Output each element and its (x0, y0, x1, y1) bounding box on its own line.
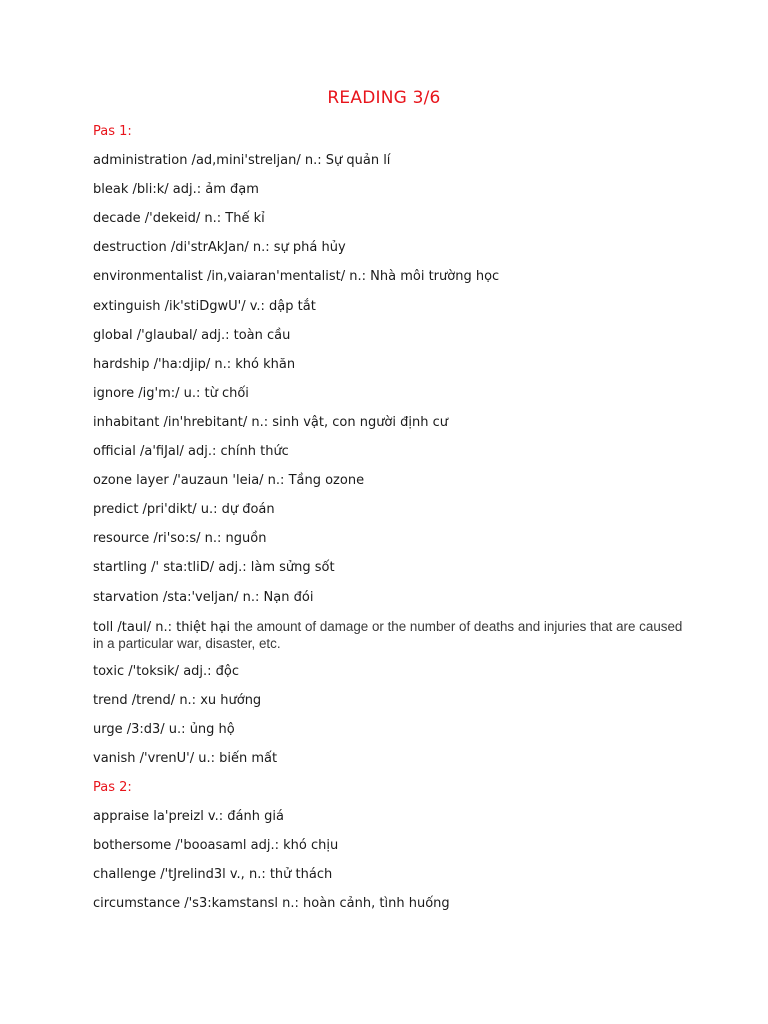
vocab-entry: predict /pri'dikt/ u.: dự đoán (93, 502, 275, 518)
vocab-entry: hardship /'ha:djip/ n.: khó khăn (93, 356, 296, 372)
vocab-term: toll /taul/ n.: thiệt hại (93, 619, 235, 635)
vocab-entry: startling /' sta:tliD/ adj.: làm sửng sốt (93, 560, 335, 576)
section-heading-pas-1: Pas 1: (93, 124, 132, 139)
vocab-entry: administration /ad,mini'streljan/ n.: Sự quản lí (93, 153, 391, 169)
vocab-entry: bothersome /'booasaml adj.: khó chịu (93, 838, 339, 854)
vocab-entry: urge /3:d3/ u.: ủng hộ (93, 721, 235, 737)
vocab-entry: destruction /di'strAkJan/ n.: sự phá hủy (93, 240, 346, 256)
document-title: READING 3/6 (327, 88, 441, 108)
vocab-entry: official /a'fiJal/ adj.: chính thức (93, 444, 289, 460)
vocab-definition: the amount of damage or the number of deaths and injuries that are caused in a particular war, disaster, etc. (93, 618, 683, 651)
vocab-entry: ignore /ig'm:/ u.: từ chối (93, 385, 249, 401)
vocabulary-list (93, 124, 693, 925)
vocab-entry-toll (93, 619, 693, 653)
vocab-entry: circumstance /'s3:kamstansl n.: hoàn cảnh, tình huống (93, 896, 450, 912)
vocab-entry: decade /'dekeid/ n.: Thế kỉ (93, 211, 265, 227)
vocab-entry: toxic /'toksik/ adj.: độc (93, 663, 240, 679)
vocab-entry: global /'glaubal/ adj.: toàn cầu (93, 327, 291, 343)
vocab-entry: bleak /bli:k/ adj.: ảm đạm (93, 182, 259, 198)
vocab-entry: vanish /'vrenU'/ u.: biến mất (93, 750, 278, 766)
vocab-entry: challenge /'tJrelind3l v., n.: thử thách (93, 867, 333, 883)
vocab-entry: extinguish /ik'stiDgwU'/ v.: dập tắt (93, 298, 316, 314)
section-heading-pas-2: Pas 2: (93, 779, 132, 795)
vocab-entry: appraise la'preizl v.: đánh giá (93, 809, 284, 825)
vocab-entry: resource /ri'so:s/ n.: nguồn (93, 531, 267, 547)
vocab-entry: environmentalist /in,vaiaran'mentalist/ n.: Nhà môi trường học (93, 269, 500, 285)
vocab-entry: ozone layer /'auzaun 'leia/ n.: Tầng ozone (93, 473, 365, 489)
vocab-entry: inhabitant /in'hrebitant/ n.: sinh vật, con người định cư (93, 414, 448, 430)
vocab-entry: trend /trend/ n.: xu hướng (93, 692, 262, 708)
vocab-entry: starvation /sta:'veljan/ n.: Nạn đói (93, 589, 314, 605)
